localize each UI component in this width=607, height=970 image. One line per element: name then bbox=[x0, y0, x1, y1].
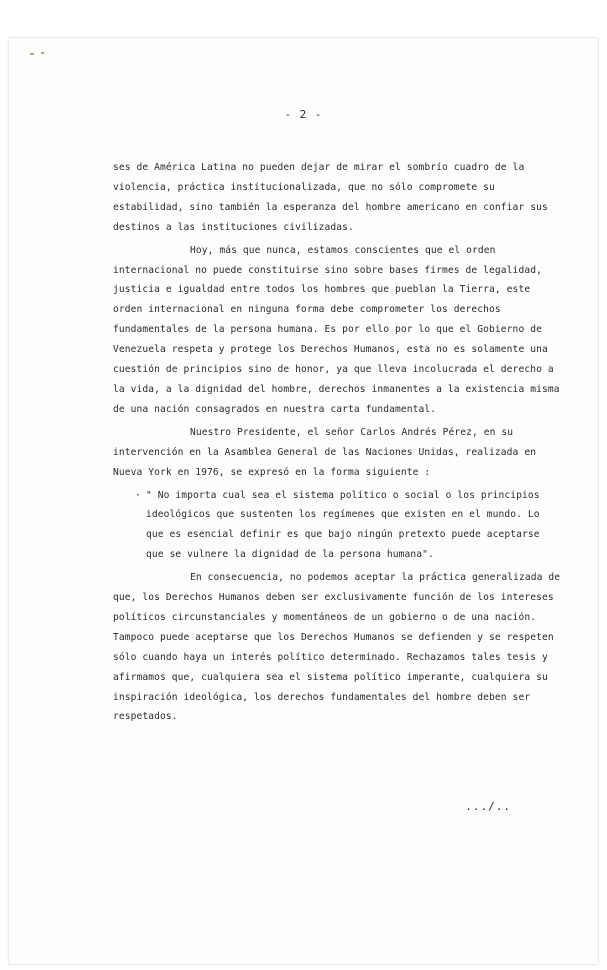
document-body bbox=[113, 158, 563, 727]
paragraph-presidente: Nuestro Presidente, el señor Carlos Andrés Pérez, en su intervención en la Asamblea General de las Naciones Unidas, realizada en Nueva York en 1976, se expresó en la forma siguiente : bbox=[113, 426, 537, 478]
page-number: - 2 - bbox=[284, 108, 323, 121]
paper-speck bbox=[41, 52, 44, 54]
quote-bullet: · bbox=[135, 489, 141, 501]
paragraph-orden-internacional: Hoy, más que nunca, estamos conscientes que el orden internacional no puede constituirse sino sobre bases firmes de legalidad, justicia e igualdad entre todos los hombres que pueblan la Tierra, este orden internacional en ninguna forma debe comprometer los derechos fundamentales de la persona humana. Es por ello por lo que el Gobierno de Venezuela respeta y protege los Derechos Humanos, esta no es solamente una cuestión de principios sino de honor, ya que lleva incolucrada el derecho a la vida, a la dignidad del hombre, derechos inmanentes a la existencia misma de una nación consagrados en nuestra carta fundamental. bbox=[113, 244, 560, 415]
paragraph-consecuencia: En consecuencia, no podemos aceptar la práctica generalizada de que, los Derechos Humanos deben ser exclusivamente función de los intereses políticos circunstanciales y momentáneos de un gobierno o de una nación. Tampoco puede aceptarse que los Derechos Humanos se defienden y se respeten sólo cuando haya un interés político determinado. Rechazamos tales tesis y afirmamos que, cualquiera sea el sistema político imperante, cualquiera su inspiración ideológica, los derechos fundamentales del hombre deben ser respetados. bbox=[113, 572, 561, 723]
presidential-quote bbox=[135, 486, 546, 566]
continued-marker: .../.. bbox=[465, 800, 511, 813]
paragraph-continuation: ses de América Latina no pueden dejar de mirar el sombrío cuadro de la violencia, práctica institucionalizada, que no sólo compromete su estabilidad, sino también la esperanza del hombre americano en confiar sus destinos a las instituciones civilizadas. bbox=[113, 162, 548, 233]
quote-text: " No importa cual sea el sistema político o social o los principios ideológicos que sustenten los regímenes que existen en el mundo. Lo que es esencial definir es que bajo ningún pretexto puede aceptarse que se vulnere la dignidad de la persona humana". bbox=[146, 489, 540, 561]
paper-speck bbox=[30, 53, 34, 55]
